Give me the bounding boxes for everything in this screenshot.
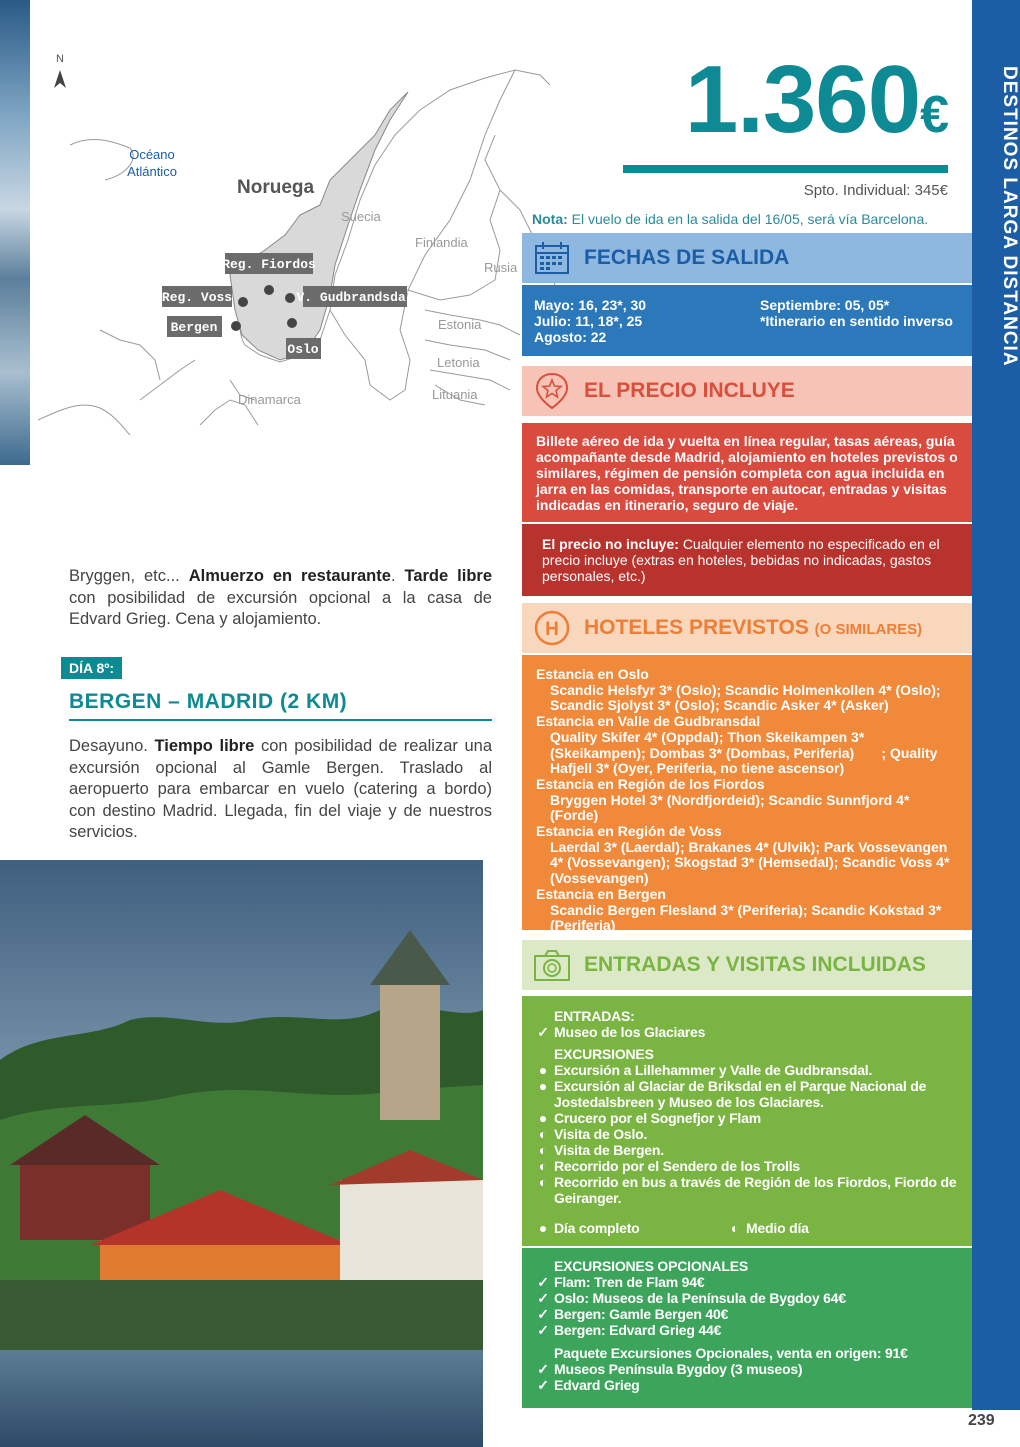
list-item: ✓ Flam: Tren de Flam 94€ <box>532 1274 962 1290</box>
entradas-header <box>522 940 972 990</box>
half-day-icon: ◐ <box>538 1158 548 1174</box>
place-voss: Reg. Voss <box>161 290 233 305</box>
calendar-icon <box>528 234 576 282</box>
star-badge-icon <box>528 367 576 415</box>
full-day-icon: ● <box>538 1062 548 1078</box>
list-item: ● Crucero por el Sognefjor y Flam <box>532 1110 962 1126</box>
incluye-title: EL PRECIO INCLUYE <box>584 379 795 402</box>
fecha-line: Mayo: 16, 23*, 30 <box>534 297 647 313</box>
paquete-heading: Paquete Excursiones Opcionales, venta en origen: 91€ <box>554 1345 908 1361</box>
entradas-box <box>522 996 972 1246</box>
north-arrow-label: N <box>56 53 64 65</box>
price-amount: 1.360€ <box>684 46 948 153</box>
check-icon: ✓ <box>537 1274 549 1290</box>
check-icon: ✓ <box>537 1377 549 1393</box>
full-day-legend-icon: ● <box>538 1220 548 1236</box>
place-fiordos: Reg. Fiordos <box>222 257 316 272</box>
half-day-icon: ◐ <box>538 1142 548 1158</box>
incluye-header <box>522 366 972 416</box>
list-item: ◐ Recorrido por el Sendero de los Trolls <box>532 1158 962 1174</box>
opcionales-heading: EXCURSIONES OPCIONALES <box>554 1258 748 1274</box>
place-bergen: Bergen <box>170 320 218 335</box>
hoteles-box <box>522 655 972 934</box>
dinamarca-label: Dinamarca <box>238 392 301 407</box>
rusia-label: Rusia <box>484 260 518 275</box>
check-icon: ✓ <box>537 1290 549 1306</box>
north-arrow-icon <box>54 70 66 88</box>
hotel-group-heading: Estancia en Oslo <box>536 666 649 682</box>
list-item: ◐ Visita de Oslo. <box>532 1126 962 1142</box>
fecha-line: Septiembre: 05, 05* <box>760 297 890 313</box>
hotel-group-heading: Estancia en Región de Voss <box>536 823 722 840</box>
half-day-legend-icon: ◐ <box>730 1220 740 1236</box>
flight-note: Nota: El vuelo de ida en la salida del 16/05, será vía Barcelona. <box>532 211 929 227</box>
svg-text:H: H <box>545 619 559 640</box>
incluye-box: Billete aéreo de ida y vuelta en línea regular, tasas aéreas, guía acompañante desde Madrid, alojamiento en hoteles previstos o similares, régimen de pensión completa con agua incluida en jarra en las comidas, transporte en autocar, entradas y visitas indicadas en itinerario, seguro de viaje. <box>522 423 972 522</box>
fecha-line: Agosto: 22 <box>534 329 607 345</box>
hoteles-title: HOTELES PREVISTOS (O SIMILARES) <box>584 616 923 639</box>
check-icon: ✓ <box>537 1024 549 1040</box>
list-item: ✓ Bergen: Edvard Grieg 44€ <box>532 1322 962 1338</box>
list-item: ✓ Bergen: Gamle Bergen 40€ <box>532 1306 962 1322</box>
hotel-group-list: Laerdal 3* (Laerdal); Brakanes 4* (Ulvik); Park Vossevangen 4* (Vossevangen); Skogstad 3* (Hemsedal); Scandic Voss 4* (Vossevangen) <box>550 838 950 887</box>
legend: ● Día completo ◐ Medio día <box>532 1220 962 1236</box>
list-item: ● Excursión al Glaciar de Briksdal en el Parque Nacional de Jostedalsbreen y Museo de los Glaciares. <box>532 1078 962 1110</box>
full-day-icon: ● <box>538 1110 548 1126</box>
estonia-label: Estonia <box>438 317 482 332</box>
hotel-group-list: Quality Skifer 4* (Oppdal); Thon Skeikampen 3* (Skeikampen); Dombas 3* (Dombas, Periferia) ; Quality Hafjell 3* (Oyer, Periferia, no tiene ascensor) <box>550 728 942 777</box>
entradas-title: ENTRADAS Y VISITAS INCLUIDAS <box>584 953 926 976</box>
list-item: ◐ Recorrido en bus a través de Región de los Fiordos, Fiordo de Geiranger. <box>532 1174 962 1206</box>
section-title: DESTINOS LARGA DISTANCIA <box>999 66 1020 367</box>
finlandia-label: Finlandia <box>415 235 468 250</box>
ocean-label-1: Océano <box>129 147 175 162</box>
place-oslo: Oslo <box>287 342 319 357</box>
check-icon: ✓ <box>537 1322 549 1338</box>
letonia-label: Letonia <box>437 355 480 370</box>
lituania-label: Lituania <box>432 387 478 402</box>
list-item: ◐ Visita de Bergen. <box>532 1142 962 1158</box>
fechas-header <box>522 233 972 283</box>
excursiones-heading: EXCURSIONES <box>554 1046 654 1062</box>
hotel-icon <box>528 604 576 652</box>
noruega-label: Noruega <box>237 177 315 198</box>
list-item: ✓ Oslo: Museos de la Península de Bygdoy 64€ <box>532 1290 962 1306</box>
place-gudbrandsdal: V. Gudbrandsdal <box>296 290 414 305</box>
check-icon: ✓ <box>537 1361 549 1377</box>
list-item: ✓ Edvard Grieg <box>532 1377 962 1393</box>
opcionales-box <box>522 1248 972 1408</box>
fechas-title: FECHAS DE SALIDA <box>584 246 790 269</box>
camera-icon <box>528 941 576 989</box>
hotel-group-heading: Estancia en Región de los Fiordos <box>536 775 765 792</box>
day-title: BERGEN – MADRID (2 KM) <box>69 690 492 721</box>
hotel-group-list: Scandic Bergen Flesland 3* (Periferia); Scandic Kokstad 3* (Periferia) <box>550 901 942 934</box>
oslo-houses-photo <box>0 860 483 1447</box>
full-day-icon: ● <box>538 1078 548 1094</box>
edge-photo <box>0 0 30 465</box>
list-item: ✓ Museos Península Bygdoy (3 museos) <box>532 1361 962 1377</box>
itinerary-paragraph: Bryggen, etc... Almuerzo en restaurante. Tarde libre con posibilidad de excursión opcional a la casa de Edvard Grieg. Cena y alojamiento. <box>69 567 492 628</box>
half-day-icon: ◐ <box>538 1174 548 1190</box>
list-item: ● Excursión a Lillehammer y Valle de Gudbransdal. <box>532 1062 962 1078</box>
day-paragraph: Desayuno. Tiempo libre con posibilidad de realizar una excursión opcional al Gamle Bergen. Traslado al aeropuerto para embarcar en vuelo (catering a bordo) con destino Madrid. Llegada, fin del viaje y de nuestros servicios. <box>69 737 493 841</box>
fiordos-dot <box>264 285 274 295</box>
scandinavia-map <box>30 40 560 460</box>
gudbrandsdal-dot <box>285 293 295 303</box>
no-incluye-box: El precio no incluye: Cualquier elemento no especificado en el precio incluye (extras en hoteles, bebidas no indicadas, gastos personales, etc.) <box>522 524 972 596</box>
hotel-group-heading: Estancia en Valle de Gudbransdal <box>536 713 761 730</box>
check-icon: ✓ <box>537 1306 549 1322</box>
fecha-line: Julio: 11, 18*, 25 <box>534 313 643 329</box>
half-day-icon: ◐ <box>538 1126 548 1142</box>
day-badge: DÍA 8º: <box>61 657 122 679</box>
list-item: ✓ Museo de los Glaciares <box>532 1024 962 1040</box>
entradas-heading: ENTRADAS: <box>554 1008 635 1024</box>
hotel-group-heading: Estancia en Bergen <box>536 885 666 902</box>
price-underline <box>623 165 948 173</box>
hoteles-header <box>522 603 972 653</box>
fechas-box <box>522 285 972 356</box>
oslo-dot <box>287 318 297 328</box>
voss-dot <box>238 297 248 307</box>
section-sidebar <box>972 0 1020 1410</box>
single-supplement: Spto. Individual: 345€ <box>803 182 948 199</box>
fecha-line: *Itinerario en sentido inverso <box>760 313 953 329</box>
page-number: 239 <box>968 1412 995 1429</box>
ocean-label-2: Atlántico <box>127 164 177 179</box>
hotel-group-list: Bryggen Hotel 3* (Nordfjordeid); Scandic Sunnfjord 4* (Forde) <box>550 791 910 824</box>
suecia-label: Suecia <box>341 209 381 224</box>
bergen-dot <box>231 321 241 331</box>
hotel-group-list: Scandic Helsfyr 3* (Oslo); Scandic Holmenkollen 4* (Oslo); Scandic Sjolyst 3* (Oslo); Scandic Asker 4* (Asker) <box>550 681 941 714</box>
